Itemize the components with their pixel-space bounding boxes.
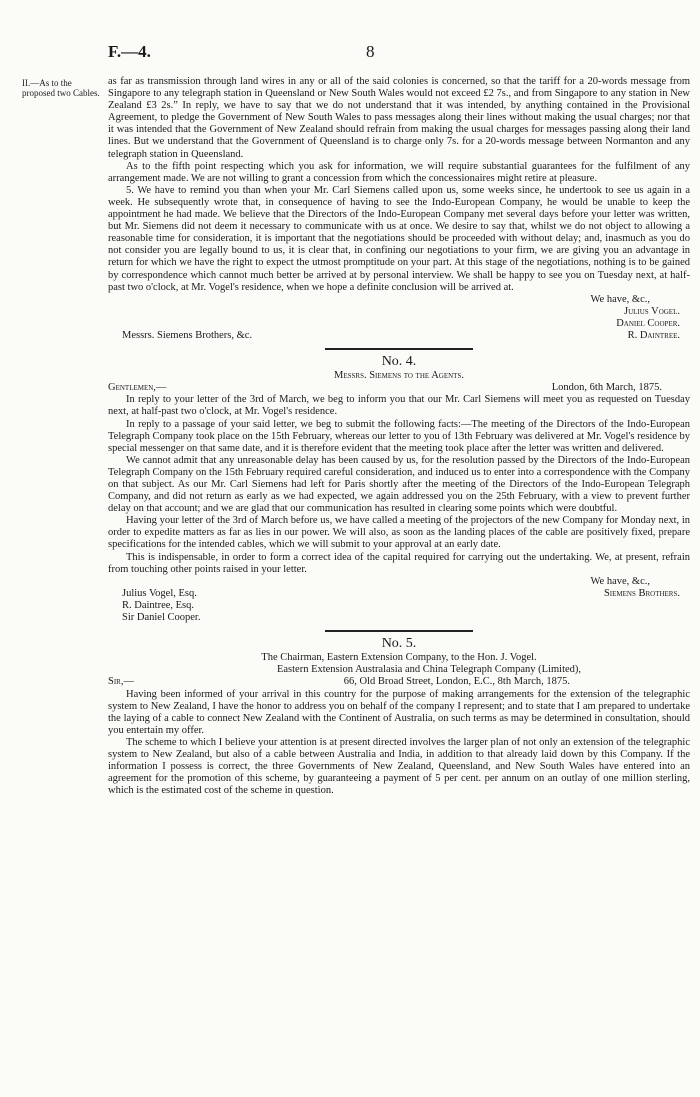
recipient: R. Daintree, Esq. [122,599,195,611]
paragraph: This is indispensable, in order to form a correct idea of the capital required for carrying out the undertaking. We, at present, refrain from touching other points raised in your letter. [108,551,690,575]
addressee-row [108,330,690,342]
salutation-row [108,382,690,394]
paragraph: As to the fifth point respecting which you ask for information, we will require substantial guarantees for the fulfilment of any arrangement made. We are not willing to grant a concession from which the concessionaires might retire at pleasure. [108,160,690,184]
paragraph: In reply to a passage of your said letter, we beg to submit the following facts:—The meeting of the Directors of the Indo-European Telegraph Company took place on the 15th February, whereas our letter to you of 13th February was delivered at Mr. Vogel's residence by special messenger on that same date, and it is therefore evident that the meeting took place after the letter was written and delivered. [108,418,690,454]
recipient: Sir Daniel Cooper. [122,612,201,624]
paragraph: Having been informed of your arrival in this country for the purpose of making arrangements for the extension of the telegraphic system to New Zealand, I have the honor to address you on behalf of the company I represent; and to state that I am prepared to undertake the laying of a cable to connect New Zealand with the Continent of Australia, on such terms as may be determined in consultation, should you entertain my offer. [108,688,690,736]
signatory: Siemens Brothers. [603,587,680,599]
paragraph: as far as transmission through land wires in any or all of the said colonies is concerned, so that the tariff for a 20-words message from Singapore to any telegraph station in Queensland or New South Wales would not exceed £2 7s., and from Singapore to any station in New Zealand £3 2s.” In reply, we have to say that we do not understand that it was intended, by anything contained in the Provisional Agreement, to pledge the Government of New South Wales to pass messages along their lines without making the usual charges; nor that it was intended that the Government of New Zealand should refrain from making the usual charges for messages passing along their land lines. But we understand that the Government of Queensland is to charge only 7s. for a 20-words message between Normanton and any telegraph station in Queensland. [108,76,690,160]
paragraph: 5. We have to remind you than when your Mr. Carl Siemens called upon us, some weeks since, he undertook to see us again in a week. He subsequently wrote that, in consequence of having to see the Indo-European Company, he would be unable to keep the appointment he had made. We believe that the Directors of the Indo-European Company met several days before your letter was written, but Mr. Siemens did not deem it necessary to communicate with us at once. We desire to say that, whilst we do not object to allowing a reasonable time for consideration, it is important that the negotiations should be proceeded with without delay; and, inasmuch as you do not consider you are legally bound to us, it is clear that, in confining our negotiations to your firm, we are giving you an advantage in return for which we have the right to expect the utmost promptitude on your part. At this stage of the negotiations, nothing is to be gained by correspondence which cannot much better be arrived at by personal interview. We shall be happy to see you on Tuesday next, at half-past two o'clock, at Mr. Vogel's residence, when we hope a definite conclusion will be arrived at. [108,184,690,293]
section-divider [325,348,473,350]
letter-heading: No. 4. [381,354,417,370]
place-date: London, 6th March, 1875. [551,382,662,394]
paragraph: Having your letter of the 3rd of March before us, we have called a meeting of the projectors of the new Company for Monday next, in order to expedite matters as far as lies in our power. We will also, as soon as the landing places of the cable are positively fixed, prepare specifications for the intended cables, which we will submit to your approval at an early date. [108,515,690,551]
paragraph: In reply to your letter of the 3rd of March, we beg to inform you that our Mr. Carl Siemens will meet you as requested on Tuesday next, at half-past two o'clock, at Mr. Vogel's residence. [108,394,690,418]
letter-heading: No. 5. [381,636,417,652]
signatory: R. Daintree. [627,329,680,341]
signature-block [108,576,690,588]
section-divider [325,630,473,632]
closing: We have, &c., [590,575,650,587]
closing: We have, &c., [590,293,650,305]
signatory: Daniel Cooper. [616,317,680,329]
letter-subheading: The Chairman, Eastern Extension Company, to the Hon. J. Vogel. [261,652,537,664]
addressee: Messrs. Siemens Brothers, &c. [122,329,253,341]
recipient-row [108,588,690,600]
salutation: Sir,— [108,676,134,688]
page-number: 8 [366,42,375,61]
salutation-row [108,676,690,688]
address: 66, Old Broad Street, London, E.C., 8th March, 1875. [343,676,570,688]
letter-subheading: Messrs. Siemens to the Agents. [334,370,464,382]
signatory: Julius Vogel. [623,305,680,317]
margin-note: II.—As to the proposed two Cables. [22,78,100,98]
paragraph: The scheme to which I believe your attention is at present directed involves the larger plan of not only an extension of the telegraphic system to New Zealand, but also of a cable between Australia and India, in addition to that already laid down by this Company. If the information I possess is correct, the three Governments of New Zealand, Queensland, and New South Wales have entered into an agreement for the promotion of this scheme, by guaranteeing a payment of 5 per cent. per annum on an outlay of one million sterling, which is the estimated cost of the scheme in question. [108,736,690,797]
company-name: Eastern Extension Australasia and China Telegraph Company (Limited), [276,664,582,676]
document-reference: F.—4. [108,42,151,61]
signature-block [108,294,690,330]
paragraph: We cannot admit that any unreasonable delay has been caused by us, for the resolution passed by the Directors of the Indo-European Telegraph Company on the 15th February required careful consideration, and induced us to enter into a correspondence with the Company on that subject. As our Mr. Carl Siemens had left for Paris shortly after the meeting of the Directors of the Indo-European Telegraph Company, and did not return as early as we had expected, we again addressed you on the 25th February, with a view to prevent further delay on that account; and we are glad that our communication has resulted in clearing some points which were doubtful. [108,454,690,515]
recipient: Julius Vogel, Esq. [122,587,197,599]
document-body [108,76,690,797]
salutation: Gentlemen,— [108,382,167,394]
